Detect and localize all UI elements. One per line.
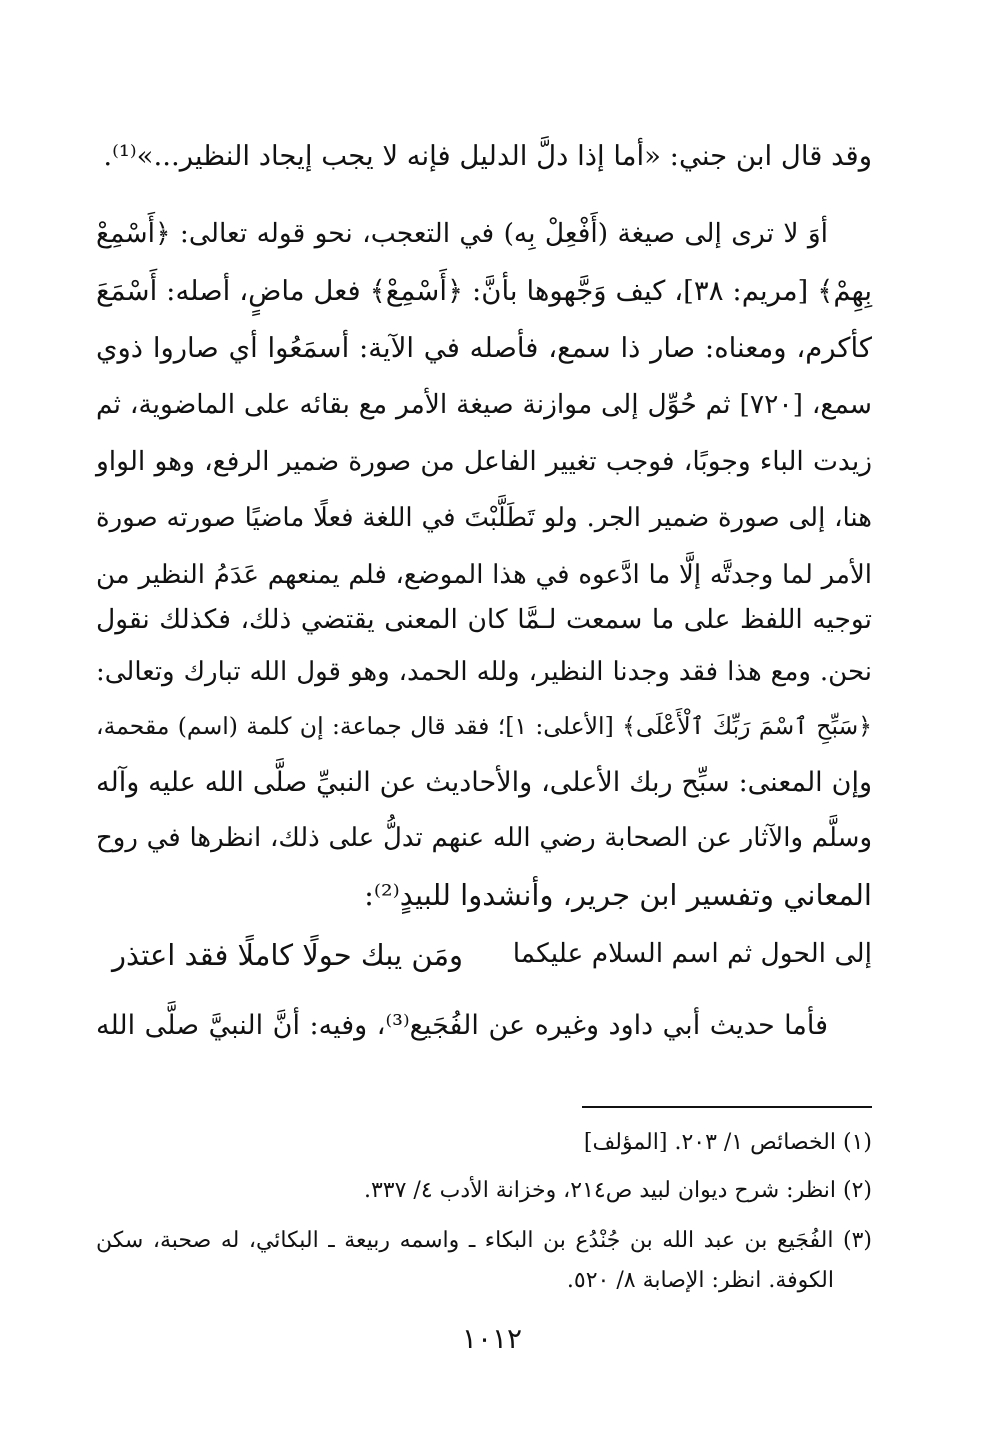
body-line-7: هنا، إلى صورة ضمير الجر. ولو تَطَلَّبْتَ في اللغة فعلًا ماضيًا صورته صورة: [96, 503, 872, 533]
footnote-2: (٢) انظر: شرح ديوان لبيد ص٢١٤، وخزانة الأدب ٤/ ٣٣٧.: [363, 1178, 872, 1203]
footnote-1: (١) الخصائص ١/ ٢٠٣. [المؤلف]: [583, 1130, 872, 1155]
page-number: ١٠١٢: [461, 1322, 523, 1355]
body-line-1: وقد قال ابن جني: «أما إذا دلَّ الدليل فإنه لا يجب إيجاد النظير...»⁽¹⁾.: [103, 140, 872, 172]
body-line-10: نحن. ومع هذا فقد وجدنا النظير، ولله الحمد، وهو قول الله تبارك وتعالى:: [96, 657, 872, 687]
body-line-5: سمع، [٧٢٠] ثم حُوِّل إلى موازنة صيغة الأمر مع بقائه على الماضوية، ثم: [96, 389, 872, 420]
footnote-3: (٣) الفُجَيع بن عبد الله بن جُنْدُع بن البكاء ـ واسمه ربيعة ـ البكائي، له صحبة، سكن: [96, 1228, 872, 1253]
verse-second-hemistich: ومَن يبك حولًا كاملًا فقد اعتذر: [112, 938, 463, 972]
verse-first-hemistich: إلى الحول ثم اسم السلام عليكما: [512, 938, 872, 969]
body-line-3: بِهِمْ﴾ [مريم: ٣٨]، كيف وَجَّهوها بأنَّ: ﴿أَسْمِعْ﴾ فعل ماضٍ، أصله: أَسْمَعَ: [96, 275, 872, 307]
body-line-6: زيدت الباء وجوبًا، فوجب تغيير الفاعل من صورة ضمير الرفع، وهو الواو: [96, 446, 872, 477]
footnote-separator: [582, 1106, 872, 1108]
body-line-9: توجيه اللفظ على ما سمعت لـمَّا كان المعنى يقتضي ذلك، فكذلك نقول: [96, 604, 872, 635]
body-line-4: كأكرم، ومعناه: صار ذا سمع، فأصله في الآية: أسمَعُوا أي صاروا ذوي: [96, 332, 872, 364]
body-last-line: فأما حديث أبي داود وغيره عن الفُجَيع⁽³⁾، وفيه: أنَّ النبيَّ صلَّى الله: [96, 1010, 828, 1041]
footnote-3-continued: الكوفة. انظر: الإصابة ٨/ ٥٢٠.: [566, 1268, 834, 1293]
body-line-12: وإن المعنى: سبِّح ربك الأعلى، والأحاديث عن النبيِّ صلَّى الله عليه وآله: [96, 767, 872, 798]
body-line-11: ﴿سَبِّحِ ٱسْمَ رَبِّكَ ٱلْأَعْلَى﴾ [الأعلى: ١]؛ فقد قال جماعة: إن كلمة (اسم) مقحمة،: [96, 712, 872, 740]
body-line-13: وسلَّم والآثار عن الصحابة رضي الله عنهم تدلُّ على ذلك، انظرها في روح: [96, 823, 872, 853]
body-line-2: أوَ لا ترى إلى صيغة (أَفْعِلْ بِه) في التعجب، نحو قوله تعالى: ﴿أَسْمِعْ: [96, 218, 828, 249]
body-line-8: الأمر لما وجدتَّه إلَّا ما ادَّعوه في هذا الموضع، فلم يمنعهم عَدَمُ النظير من: [96, 560, 872, 590]
body-line-14: المعاني وتفسير ابن جرير، وأنشدوا للبيدٍ⁽²⁾:: [364, 878, 872, 912]
